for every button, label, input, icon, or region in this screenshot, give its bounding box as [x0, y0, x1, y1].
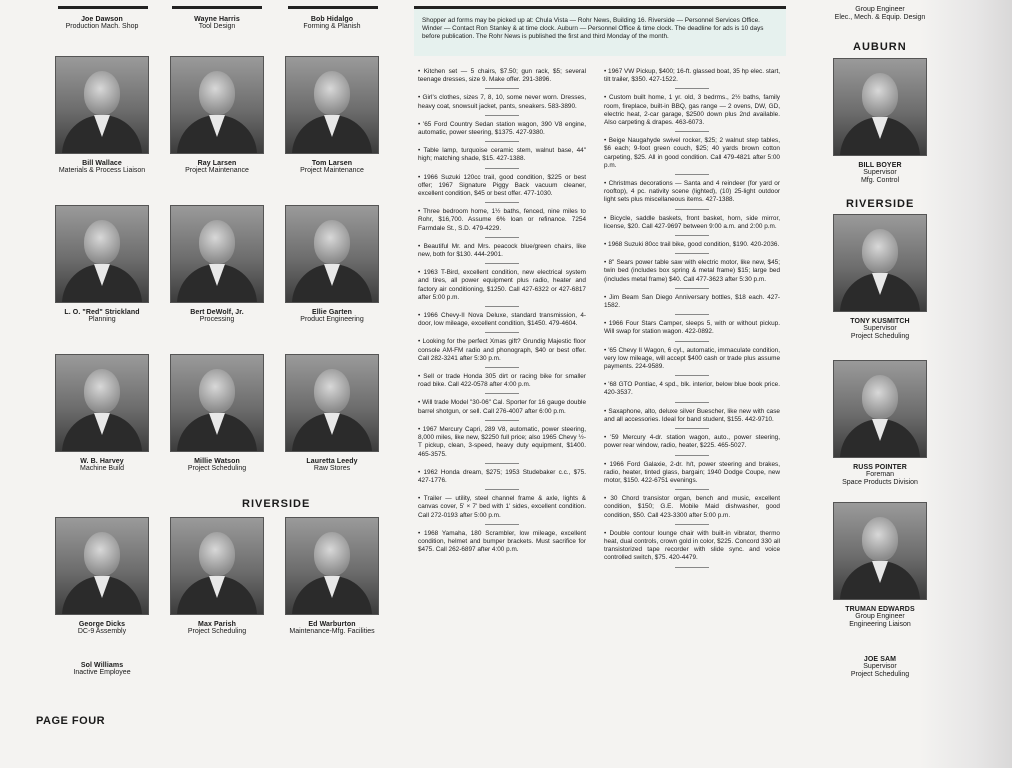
classified-ad: [418, 469, 586, 490]
ad-text: • 30 Chord transistor organ, bench and music, excellent condition, $150; G.E. Mobile Maid dishwasher, good condition, $50. Call 423-3300 after 5:00 p.m.: [604, 495, 780, 520]
person-title: Machine Build: [80, 465, 124, 472]
portrait-photo: [170, 517, 264, 615]
person-title: Foreman: [865, 471, 894, 478]
person-title-2: Engineering Liaison: [849, 621, 911, 628]
classified-ad: [418, 399, 586, 420]
classified-ad: [604, 137, 780, 175]
person-card: [42, 56, 162, 175]
classified-ad: [418, 373, 586, 394]
ad-text: • Beautiful Mr. and Mrs. peacock blue/green chairs, like new, both for $130. 444-2901.: [418, 243, 586, 259]
ads-column-right: [604, 68, 780, 573]
person-card: [820, 58, 940, 185]
person-title-2: Project Scheduling: [850, 671, 910, 678]
portrait-photo: [55, 56, 149, 154]
person-card: [42, 517, 162, 636]
person-title: Processing: [199, 316, 235, 323]
ad-text: • Custom built home, 1 yr. old, 3 bedrms., 2½ baths, family room, fireplace, built-in BBQ, gas range — 2 ovens, DW, GD, electric heat, 2-car garage, $2500 down plus 2nd available. Also carpeting & drapes. 463-6073.: [604, 94, 780, 127]
ad-text: • '65 Ford Country Sedan station wagon, 390 V8 engine, automatic, power steering, $1375. 427-9380.: [418, 121, 586, 137]
ad-text: • '59 Mercury 4-dr. station wagon, auto., power steering, power rear window, radio, heater, $225. 465-5027.: [604, 434, 780, 450]
portrait-photo: [170, 354, 264, 452]
person-card: [272, 56, 392, 175]
portrait-photo: [170, 205, 264, 303]
person-name: George Dicks: [78, 621, 126, 628]
banner-text: Shopper ad forms may be picked up at: Chula Vista — Rohr News, Building 16. Riverside — Personnel Services Office. Winder — Contact Ron Stanley & at time clock. Auburn — Personnel Office & time clock. The deadline for ads is 10 days before publication. The Rohr News is published the first and third Monday of the month.: [422, 17, 764, 40]
classified-ad: [604, 68, 780, 89]
portrait-photo: [833, 360, 927, 458]
person-name: Max Parish: [198, 621, 236, 628]
person-title: Forming & Planish: [303, 23, 361, 30]
section-heading-auburn: AUBURN: [853, 41, 907, 53]
person-name: TRUMAN EDWARDS: [845, 606, 915, 613]
person-title-2: Space Products Division: [842, 479, 918, 486]
person-title: Tool Design: [198, 23, 236, 30]
classified-ad: [604, 434, 780, 455]
portrait-photo: [170, 56, 264, 154]
person-card: [272, 517, 392, 636]
person-name: Bert DeWolf, Jr.: [190, 309, 244, 316]
person-card: [42, 205, 162, 324]
ad-text: • Sell or trade Honda 305 dirt or racing bike for smaller road bike. Call 422-0578 after 4:00 p.m.: [418, 373, 586, 389]
person-title: Project Maintenance: [300, 167, 364, 174]
classified-ad: [418, 147, 586, 168]
person-name: RUSS POINTER: [853, 464, 907, 471]
classified-ad: [604, 530, 780, 568]
person-top-2: [157, 14, 277, 31]
ad-text: • Bicycle, saddle baskets, front basket, horn, side mirror, license, $20. Call 427-9697 between 9:00 a.m. and 2:00 p.m.: [604, 215, 780, 231]
classified-ad: [604, 461, 780, 491]
person-card-no-photo: [820, 650, 940, 679]
ad-text: • 1966 Chevy-II Nova Deluxe, standard transmission, 4-door, low mileage, excellent condition, $1450. 479-4604.: [418, 312, 586, 328]
person-name: Bill Wallace: [82, 160, 122, 167]
person-title: DC-9 Assembly: [77, 628, 127, 635]
section-heading-riverside-right: RIVERSIDE: [846, 198, 915, 210]
ad-text: • Table lamp, turquoise ceramic stem, walnut base, 44" high; matching shade, $15. 427-1388.: [418, 147, 586, 163]
person-name: Joe Dawson: [81, 16, 123, 23]
person-title: Production Mach. Shop: [65, 23, 139, 30]
person-title: Raw Stores: [313, 465, 351, 472]
ad-text: • 1968 Suzuki 80cc trail bike, good condition, $190. 420-2036.: [604, 241, 780, 249]
classified-ad: [604, 180, 780, 210]
ad-text: • Double contour lounge chair with built-in vibrator, thermo heat, dual controls, crown gold in color, $225. Concord 330 all transistorized tape recorder with slide sync. and voice controlled switch, $75. 420-4479.: [604, 530, 780, 563]
person-title: Group Engineer: [855, 6, 905, 13]
classified-ad: [604, 215, 780, 236]
portrait-photo: [833, 58, 927, 156]
ad-text: • Girl's clothes, sizes 7, 8, 10, some never worn. Dresses, heavy coat, snowsuit jacket, pants, sneakers. 583-3890.: [418, 94, 586, 110]
person-name: L. O. "Red" Strickland: [64, 309, 140, 316]
top-rule-3: [288, 6, 378, 9]
person-card: [42, 354, 162, 473]
classified-ad: [418, 68, 586, 89]
ad-text: • Kitchen set — 5 chairs, $7.50; gun rack, $5; several teenage dresses, size 9. Make offer. 291-3896.: [418, 68, 586, 84]
person-title: Supervisor: [863, 325, 897, 332]
portrait-photo: [285, 205, 379, 303]
ad-text: • '65 Chevy II Wagon, 6 cyl., automatic, immaculate condition, very low mileage, will accept $400 cash or trade plus assume payments. 224-9589.: [604, 347, 780, 372]
classified-ad: [604, 408, 780, 429]
right-top-caption: [820, 6, 940, 22]
classified-ad: [604, 241, 780, 254]
person-title: Supervisor: [863, 663, 897, 670]
person-title-2: Mfg. Control: [860, 177, 900, 184]
person-name: Ellie Garten: [311, 309, 353, 316]
person-title: Product Engineering: [300, 316, 364, 323]
person-card-no-photo: [42, 656, 162, 677]
person-title: Project Scheduling: [187, 628, 247, 635]
ad-text: • Looking for the perfect Xmas gift? Grundig Majestic floor console AM-FM radio and phonograph, $40 or best offer. Call 282-3241 after 5:30 p.m.: [418, 338, 586, 363]
ad-text: • '68 GTO Pontiac, 4 spd., blk. interior, below blue book price. 420-3537.: [604, 381, 780, 397]
ad-text: • Beige Naugahyde swivel rocker, $25; 2 walnut step tables, $6 each; 9-foot green couch, $25; 40 yards brown cotton carpeting, $25. All in good condition. Call 479-4821 after 5:00 p.m.: [604, 137, 780, 170]
ad-text: • Trailer — utility, steel channel frame & axle, lights & canvas cover, 5' × 7' bed with 1' sides, excellent condition. Call 272-0193 after 5:00 p.m.: [418, 495, 586, 520]
person-card: [820, 360, 940, 487]
ad-text: • Jim Beam San Diego Anniversary bottles, $18 each. 427-1582.: [604, 294, 780, 310]
person-name: Millie Watson: [194, 458, 240, 465]
person-title-2: Project Scheduling: [850, 333, 910, 340]
person-top-3: [272, 14, 392, 31]
classified-ad: [418, 338, 586, 368]
person-name: Lauretta Leedy: [306, 458, 358, 465]
portrait-photo: [833, 214, 927, 312]
classified-ad: [418, 495, 586, 525]
person-card: [157, 354, 277, 473]
ad-text: • 1966 Four Stars Camper, sleeps 5, with or without pickup. Will swap for station wagon. 422-0892.: [604, 320, 780, 336]
classified-ad: [418, 208, 586, 238]
ad-text: • 1966 Ford Galaxie, 2-dr. h/t, power steering and brakes, radio, heater, tinted glass, bargain; 1940 Dodge Coupe, new motor, $150. 422-6751 evenings.: [604, 461, 780, 486]
person-name: Tom Larsen: [311, 160, 353, 167]
portrait-photo: [833, 502, 927, 600]
person-card: [157, 56, 277, 175]
person-card: [157, 517, 277, 636]
person-title: Materials & Process Liaison: [58, 167, 146, 174]
person-name: W. B. Harvey: [80, 458, 124, 465]
classified-ad: [418, 94, 586, 115]
person-title: Project Maintenance: [185, 167, 249, 174]
ad-text: • 1967 Mercury Capri, 289 V8, automatic, power steering, 8,000 miles, like new, $2250 full price; also 1965 Chevy ½-T pickup, clean, 3-speed, heavy duty equipment, $1400. 465-3575.: [418, 426, 586, 459]
section-heading-riverside: RIVERSIDE: [242, 498, 311, 510]
ad-text: • 1966 Suzuki 120cc trail, good condition, $225 or best offer; 1967 Signature Piggy Back vacuum cleaner, excellent condition, $45 or best offer. 477-1030.: [418, 174, 586, 199]
person-name: Wayne Harris: [194, 16, 240, 23]
person-title: Project Scheduling: [187, 465, 247, 472]
ad-text: • Saxaphone, alto, deluxe silver Buescher, like new with case and all accessories. Ideal for band student, $155. 442-9710.: [604, 408, 780, 424]
shopper-notice-banner: [414, 6, 786, 56]
person-card: [272, 354, 392, 473]
ad-text: • 1967 VW Pickup, $400; 16-ft. glassed boat, 35 hp elec. start, tilt trailer, $350. 427-1522.: [604, 68, 780, 84]
classified-ad: [418, 530, 586, 555]
ads-column-left: [418, 68, 586, 559]
person-name: Ray Larsen: [197, 160, 237, 167]
classified-ad: [604, 294, 780, 315]
person-name: Sol Williams: [80, 662, 124, 669]
classified-ad: [604, 94, 780, 132]
ad-text: • 8" Sears power table saw with electric motor, like new, $45; twin bed (includes box spring & metal frame) $15; large bed (includes metal frame) $40. Call 477-3623 after 5:30 p.m.: [604, 259, 780, 284]
person-title-2: Elec., Mech. & Equip. Design: [834, 14, 926, 21]
classified-ad: [418, 426, 586, 464]
portrait-photo: [55, 205, 149, 303]
person-card: [272, 205, 392, 324]
ad-text: • Three bedroom home, 1½ baths, fenced, nine miles to Rohr, $16,700. Assume 6% loan or refinance. 7254 Farmdale St., S.D. 479-4229.: [418, 208, 586, 233]
person-title: Inactive Employee: [73, 669, 131, 676]
classified-ad: [418, 174, 586, 204]
ad-text: • 1963 T-Bird, excellent condition, new electrical system and tires, all power equipment plus radio, heater and factory air conditioning, $1250. Call 427-6322 or 427-6817 after 5:00 p.m.: [418, 269, 586, 302]
classified-ad: [604, 495, 780, 525]
person-name: Bob Hidalgo: [310, 16, 354, 23]
person-title: Planning: [88, 316, 116, 323]
person-title: Supervisor: [863, 169, 897, 176]
classified-ad: [604, 259, 780, 289]
person-name: Ed Warburton: [308, 621, 356, 628]
person-card: [157, 205, 277, 324]
portrait-photo: [285, 517, 379, 615]
top-rule-2: [172, 6, 262, 9]
person-name: JOE SAM: [863, 656, 897, 663]
person-card: [820, 214, 940, 341]
ad-text: • Will trade Model "30-06" Cal. Sporter for 16 gauge double barrel shotgun, or sell. Call 276-4007 after 6:00 p.m.: [418, 399, 586, 415]
classified-ad: [418, 121, 586, 142]
top-rule-1: [58, 6, 148, 9]
page-number-footer: PAGE FOUR: [36, 715, 106, 727]
classified-ad: [418, 312, 586, 333]
classified-ad: [418, 269, 586, 307]
person-top-1: [42, 14, 162, 31]
ad-text: • 1968 Yamaha, 180 Scrambler, low mileage, excellent condition, helmet and bumper brackets. Must sacrifice for $475. Call 262-6897 after 4:00 p.m.: [418, 530, 586, 555]
portrait-photo: [55, 354, 149, 452]
classified-ad: [604, 347, 780, 377]
person-name: BILL BOYER: [858, 162, 902, 169]
person-name: TONY KUSMITCH: [850, 318, 910, 325]
portrait-photo: [55, 517, 149, 615]
person-title: Maintenance-Mfg. Facilities: [289, 628, 375, 635]
portrait-photo: [285, 354, 379, 452]
ad-text: • 1962 Honda dream, $275; 1953 Studebaker c.c., $75. 427-1776.: [418, 469, 586, 485]
classified-ad: [418, 243, 586, 264]
classified-ad: [604, 381, 780, 402]
person-card: [820, 502, 940, 629]
ad-text: • Christmas decorations — Santa and 4 reindeer (for yard or rooftop), 4 pc. nativity scene (lighted), (10) 25-light outdoor light sets plus miscellaneous items. 427-1388.: [604, 180, 780, 205]
person-title: Group Engineer: [855, 613, 905, 620]
classified-ad: [604, 320, 780, 341]
portrait-photo: [285, 56, 379, 154]
